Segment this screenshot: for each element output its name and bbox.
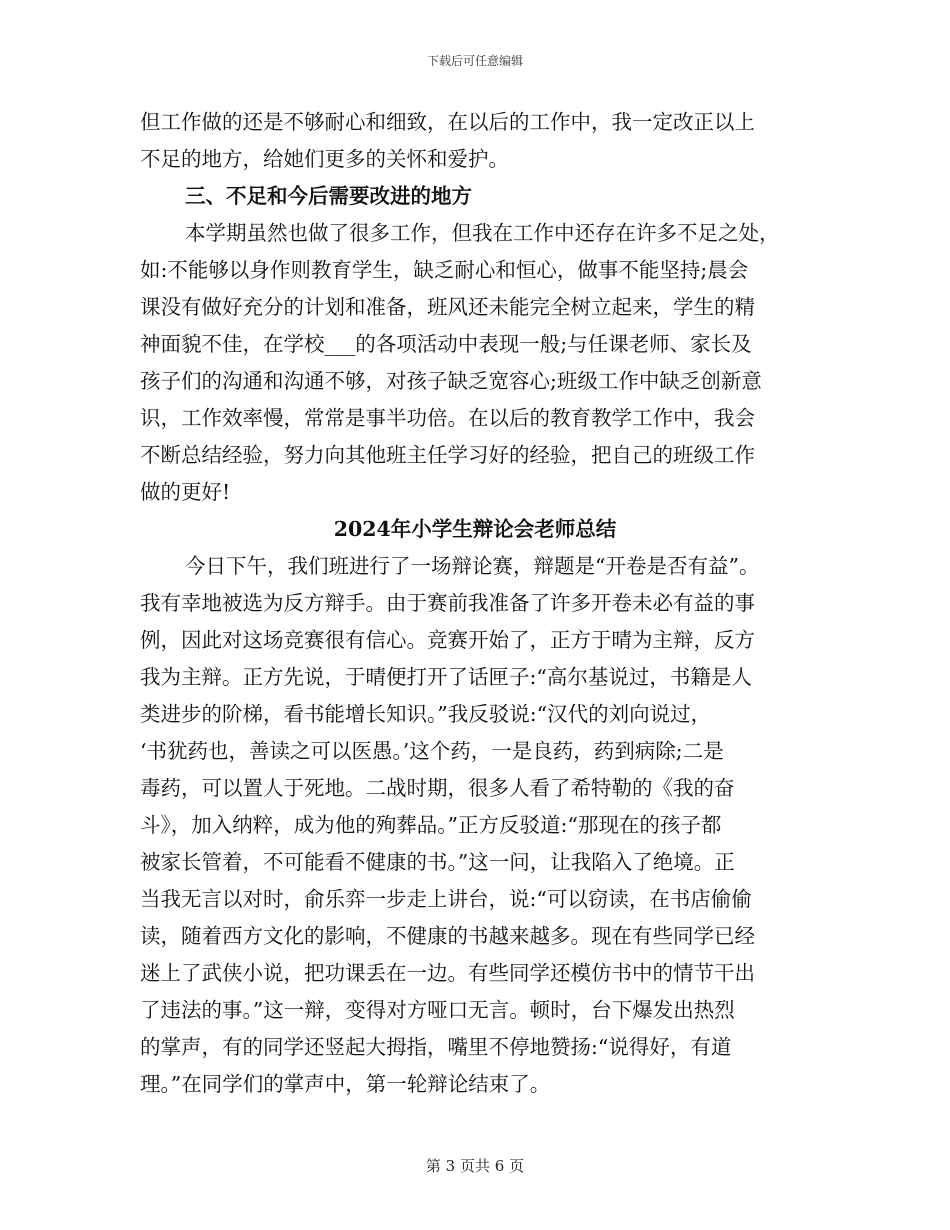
paragraph-line: ‘书犹药也，善读之可以医愚。’这个药，一是良药，药到病除;二是 [140,739,724,763]
paragraph-line: 孩子们的沟通和沟通不够，对孩子缺乏宽容心;班级工作中缺乏创新意 [140,369,762,393]
paragraph-line: 我有幸地被选为反方辩手。由于赛前我准备了许多开卷未必有益的事 [140,591,755,615]
paragraph-line: 本学期虽然也做了很多工作，但我在工作中还存在许多不足之处， [185,221,780,245]
page-header: 下载后可任意编辑 [426,54,523,68]
article-title: 2024年小学生辩论会老师总结 [333,517,617,541]
paragraph-line: 斗》，加入纳粹，成为他的殉葬品。”正方反驳道:“那现在的孩子都 [140,813,722,837]
paragraph-line: 迷上了武侠小说，把功课丢在一边。有些同学还模仿书中的情节干出 [140,961,755,985]
paragraph-line: 理。”在同学们的掌声中，第一轮辩论结束了。 [140,1072,551,1096]
paragraph-line: 例，因此对这场竞赛很有信心。竞赛开始了，正方于晴为主辩，反方 [140,628,755,652]
section-heading: 三、不足和今后需要改进的地方 [185,184,472,208]
page-footer: 第 3 页共 6 页 [425,1157,525,1175]
paragraph-line: 做的更好! [140,480,231,504]
paragraph-line: 但工作做的还是不够耐心和细致，在以后的工作中，我一定改正以上 [140,110,755,134]
paragraph-line: 不断总结经验，努力向其他班主任学习好的经验，把自己的班级工作 [140,443,755,467]
paragraph-line: 课没有做好充分的计划和准备，班风还未能完全树立起来，学生的精 [140,295,755,319]
paragraph-line: 读，随着西方文化的影响，不健康的书越来越多。现在有些同学已经 [140,924,755,948]
document-body [140,104,810,1103]
paragraph-line: 了违法的事。”这一辩，变得对方哑口无言。顿时，台下爆发出热烈 [140,998,735,1022]
paragraph-line: 神面貌不佳，在学校___的各项活动中表现一般;与任课老师、家长及 [140,332,752,356]
paragraph-line: 我为主辩。正方先说，于晴便打开了话匣子:“高尔基说过，书籍是人 [140,665,752,689]
paragraph-line: 类进步的阶梯，看书能增长知识。”我反驳说:“汉代的刘向说过， [140,702,712,726]
paragraph-line: 如:不能够以身作则教育学生，缺乏耐心和恒心，做事不能坚持;晨会 [140,258,749,282]
paragraph-line: 的掌声，有的同学还竖起大拇指，嘴里不停地赞扬:“说得好，有道 [140,1035,732,1059]
paragraph-line: 当我无言以对时，俞乐弈一步走上讲台，说:“可以窃读，在书店偷偷 [140,887,752,911]
paragraph-line: 被家长管着，不可能看不健康的书。”这一问，让我陷入了绝境。正 [140,850,735,874]
paragraph-line: 不足的地方，给她们更多的关怀和爱护。 [140,147,509,171]
paragraph-line: 今日下午，我们班进行了一场辩论赛，辩题是“开卷是否有益”。 [185,554,760,578]
paragraph-line: 识，工作效率慢，常常是事半功倍。在以后的教育教学工作中，我会 [140,406,755,430]
paragraph-line: 毒药，可以置人于死地。二战时期，很多人看了希特勒的《我的奋 [140,776,735,800]
